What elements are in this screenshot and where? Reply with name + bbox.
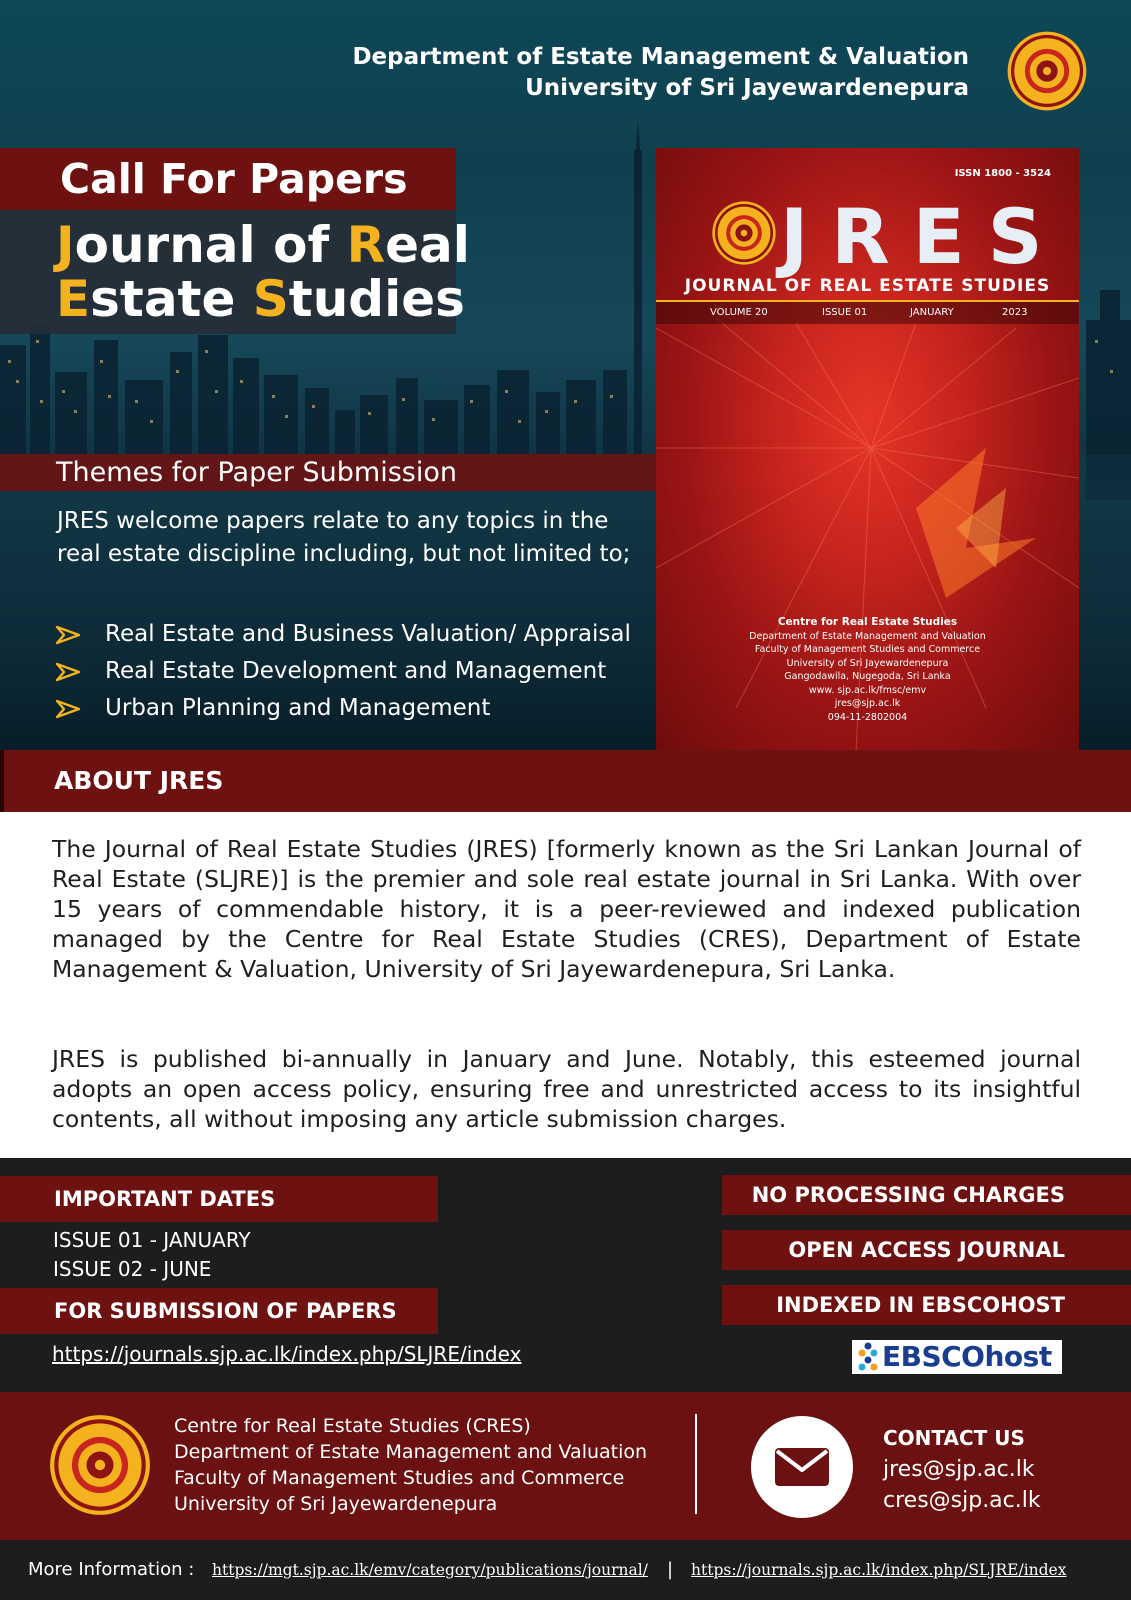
theme-item-text: Real Estate Development and Management (105, 658, 607, 684)
theme-item-text: Urban Planning and Management (105, 695, 491, 721)
cover-address-line: University of Sri Jayewardenepura (786, 657, 949, 669)
details-section (0, 1158, 1131, 1392)
contact-section (0, 1392, 1131, 1540)
cover-month: JANUARY (910, 307, 954, 318)
contact-divider (695, 1414, 697, 1514)
about-heading-bar (0, 750, 1131, 812)
call-for-papers-text: Call For Papers (60, 155, 408, 203)
cover-year: 2023 (1002, 307, 1028, 318)
university-seal-icon (1006, 30, 1088, 112)
department-name: Department of Estate Management & Valuation (352, 44, 969, 70)
issue-2-date: ISSUE 02 - JUNE (53, 1257, 212, 1281)
list-item (55, 690, 631, 727)
university-seal-icon (711, 200, 777, 266)
ebscohost-wordmark: EBSCOhost (882, 1340, 1052, 1373)
submission-link[interactable]: https://journals.sjp.ac.lk/index.php/SLJRE/index (52, 1342, 522, 1366)
cover-address-line: Faculty of Management Studies and Commerce (754, 644, 981, 655)
chevron-right-outline-icon (55, 699, 83, 719)
contact-heading: CONTACT US (883, 1426, 1025, 1450)
email-link-cres[interactable]: cres@sjp.ac.lk (883, 1488, 1041, 1513)
important-dates-bar (0, 1176, 438, 1222)
badge-open-access: OPEN ACCESS JOURNAL (722, 1230, 1131, 1270)
journal-title-line-1 (56, 218, 470, 272)
title-initial-s: S (252, 270, 289, 328)
footer-lead: More Information : (28, 1559, 195, 1580)
important-dates-heading: IMPORTANT DATES (54, 1187, 276, 1211)
submission-bar (0, 1288, 438, 1334)
cover-address-line: 094-11-2802004 (827, 711, 908, 723)
cover-address-line: www. sjp.ac.lk/fmsc/emv (808, 684, 927, 696)
title-text-ournal-of: ournal of (74, 216, 347, 274)
cover-address-line: Gangodawila, Nugegoda, Sri Lanka (784, 671, 951, 682)
journal-cover-image (656, 148, 1079, 752)
footer-separator: | (667, 1559, 674, 1580)
mail-badge (751, 1416, 853, 1518)
ebscohost-logo (852, 1340, 1062, 1374)
badge-no-processing: NO PROCESSING CHARGES (722, 1175, 1131, 1215)
list-item (55, 616, 631, 653)
list-item (55, 653, 631, 690)
about-section (0, 812, 1131, 1158)
cover-issue: ISSUE 01 (822, 307, 868, 318)
university-name: University of Sri Jayewardenepura (525, 75, 969, 101)
badge-indexed: INDEXED IN EBSCOHOST (722, 1285, 1131, 1325)
about-paragraph-2: JRES is published bi-annually in January and June. Notably, this esteemed journal adopts an open access policy, ensuring free and unrestricted access to its insightful contents, all without imposing any article submission charges. (52, 1045, 1081, 1133)
title-initial-e: E (56, 270, 91, 328)
title-text-state: state (90, 270, 253, 328)
about-paragraph-1: The Journal of Real Estate Studies (JRES) [formerly known as the Sri Lankan Journal of Real Estate (SLJRE)] is the premier and sole real estate journal in Sri Lanka. With over 15 years of commendable history, it is a peer-reviewed and indexed publication managed by the Centre for Real Estate Studies (CRES), Department of Estate Management & Valuation, University of Sri Jayewardenepura, Sri Lanka. (52, 835, 1081, 983)
journal-title-line-2 (56, 272, 465, 326)
about-heading: ABOUT JRES (54, 766, 224, 795)
cres-address-line: Centre for Real Estate Studies (CRES) (174, 1415, 531, 1437)
cover-address (656, 616, 1079, 724)
chevron-right-outline-icon (55, 625, 83, 645)
cover-address-line: Department of Estate Management and Valuation (749, 630, 986, 642)
submission-heading: FOR SUBMISSION OF PAPERS (54, 1299, 397, 1323)
chevron-right-outline-icon (55, 662, 83, 682)
cover-address-title: Centre for Real Estate Studies (777, 616, 958, 628)
call-for-papers-banner (0, 148, 456, 210)
ebsco-mark-icon (855, 1340, 881, 1374)
themes-heading-bar (0, 454, 667, 491)
footer-link-journal[interactable]: https://journals.sjp.ac.lk/index.php/SLJRE/index (691, 1561, 1067, 1579)
cover-address-line: jres@sjp.ac.lk (834, 698, 901, 709)
footer (0, 1540, 1131, 1600)
cover-issue-bar (656, 302, 1079, 324)
title-text-eal: eal (385, 216, 470, 274)
title-text-tudies: tudies (288, 270, 465, 328)
cover-wordmark: JRES (780, 192, 1066, 281)
university-seal-icon (48, 1413, 152, 1517)
email-link-jres[interactable]: jres@sjp.ac.lk (883, 1457, 1035, 1482)
cover-issn: ISSN 1800 - 3524 (954, 168, 1051, 179)
cres-address (174, 1413, 647, 1517)
cres-address-line: Department of Estate Management and Valuation (174, 1441, 648, 1463)
title-initial-r: R (346, 216, 386, 274)
cover-volume: VOLUME 20 (710, 307, 768, 318)
contact-emails (883, 1454, 1041, 1516)
issue-1-date: ISSUE 01 - JANUARY (53, 1228, 251, 1252)
themes-heading: Themes for Paper Submission (56, 457, 457, 488)
theme-item-text: Real Estate and Business Valuation/ Appraisal (105, 621, 631, 647)
envelope-icon (773, 1446, 831, 1488)
cres-address-line: Faculty of Management Studies and Commerce (174, 1467, 625, 1489)
journal-title-block (0, 210, 470, 334)
themes-list (55, 616, 631, 727)
title-initial-j: J (56, 216, 75, 274)
footer-link-publications[interactable]: https://mgt.sjp.ac.lk/emv/category/publications/journal/ (212, 1561, 648, 1579)
cres-address-line: University of Sri Jayewardenepura (174, 1493, 498, 1515)
important-dates-list (53, 1226, 251, 1284)
cover-subtitle: JOURNAL OF REAL ESTATE STUDIES (684, 276, 1051, 296)
themes-intro: JRES welcome papers relate to any topics in the real estate discipline including, but not limited to; (57, 508, 631, 567)
institution-header (352, 42, 969, 104)
